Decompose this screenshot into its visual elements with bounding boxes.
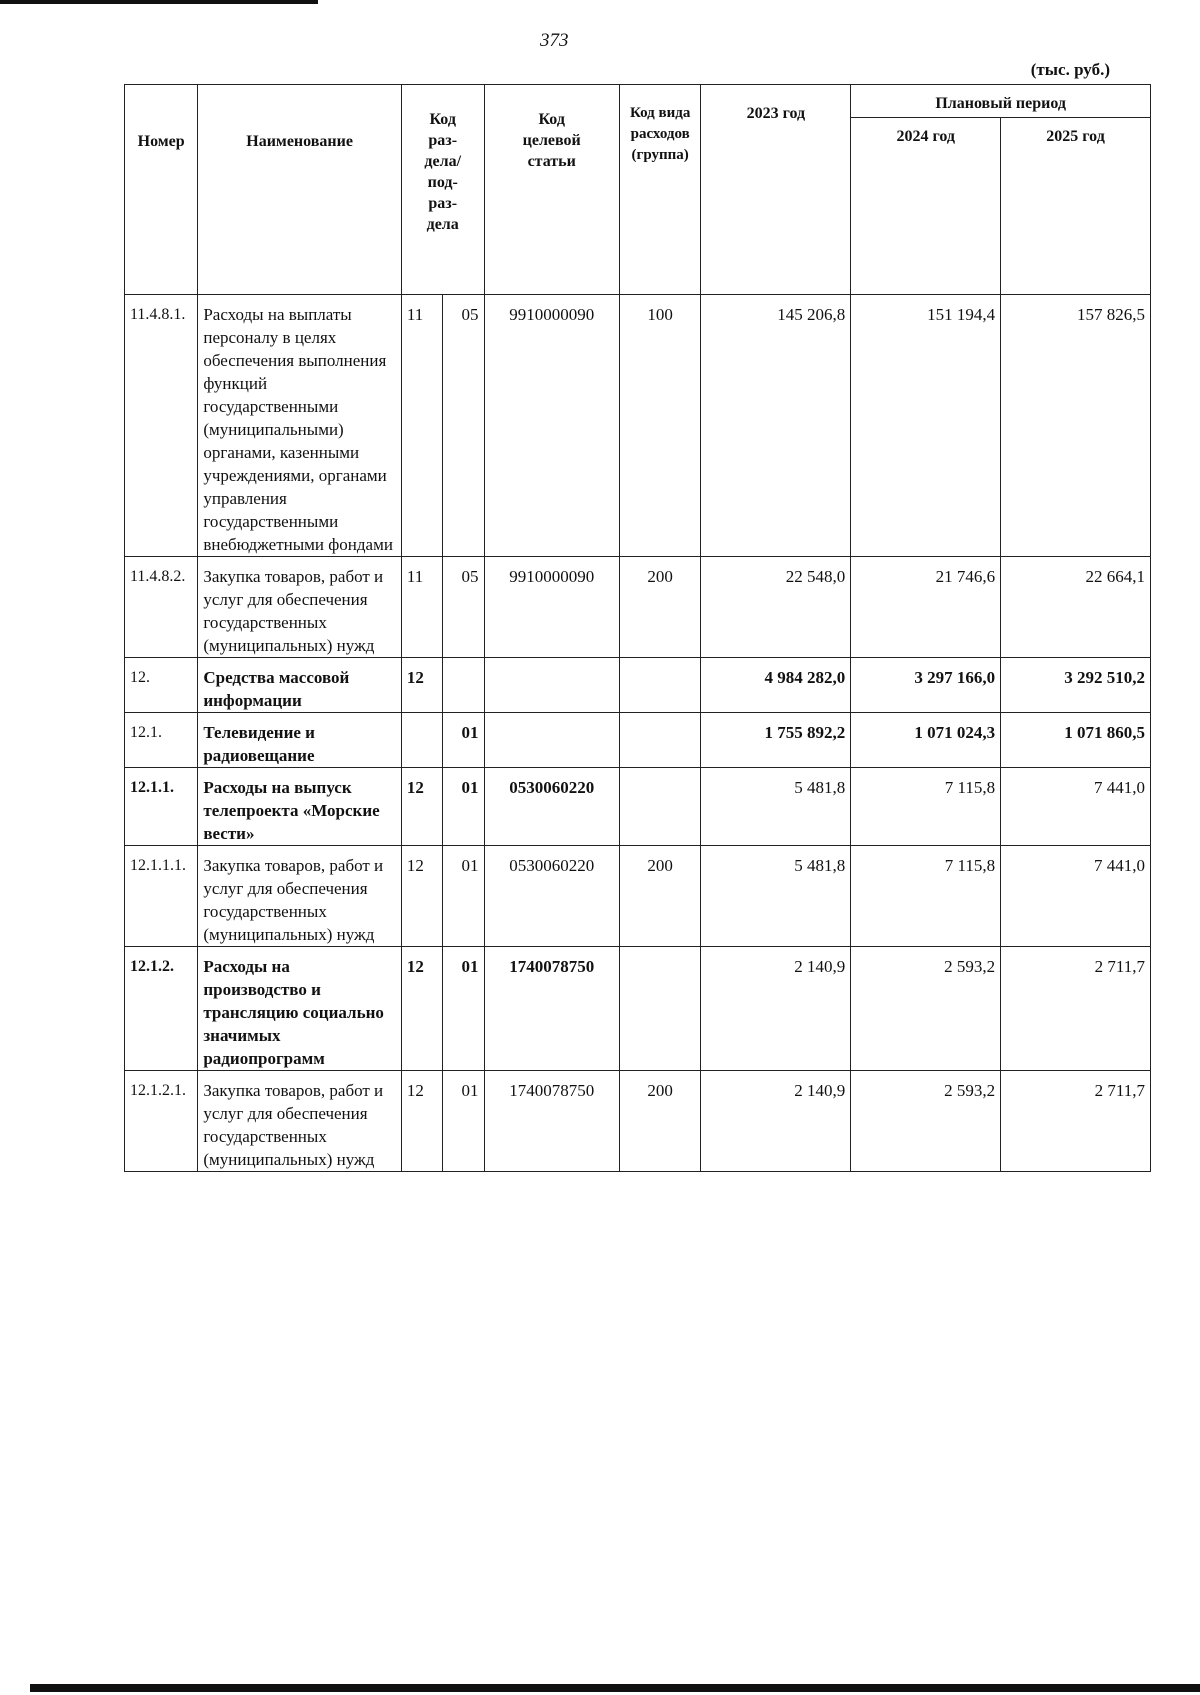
row-amount-2025: 7 441,0 xyxy=(1001,768,1151,846)
header-year-2023: 2023 год xyxy=(701,85,851,295)
row-expense-type xyxy=(619,713,701,768)
budget-table xyxy=(124,84,1151,1172)
header-number: Номер xyxy=(125,85,198,295)
table-row xyxy=(125,1071,1151,1172)
row-podrazdel xyxy=(443,658,484,713)
row-number: 12.1. xyxy=(125,713,198,768)
row-name: Телевидение и радиовещание xyxy=(198,713,402,768)
row-target-code: 1740078750 xyxy=(484,947,619,1071)
top-rule xyxy=(0,0,318,4)
row-number: 12.1.2.1. xyxy=(125,1071,198,1172)
row-amount-2023: 22 548,0 xyxy=(701,557,851,658)
row-podrazdel: 01 xyxy=(443,947,484,1071)
row-amount-2023: 5 481,8 xyxy=(701,846,851,947)
row-amount-2025: 22 664,1 xyxy=(1001,557,1151,658)
row-amount-2023: 5 481,8 xyxy=(701,768,851,846)
header-year-2025: 2025 год xyxy=(1001,118,1151,295)
row-razdel xyxy=(401,713,442,768)
row-razdel: 11 xyxy=(401,295,442,557)
row-number: 11.4.8.2. xyxy=(125,557,198,658)
row-name: Расходы на производство и трансляцию социально значимых радиопрограмм xyxy=(198,947,402,1071)
row-razdel: 11 xyxy=(401,557,442,658)
row-name: Закупка товаров, работ и услуг для обеспечения государственных (муниципальных) нужд xyxy=(198,1071,402,1172)
row-expense-type: 100 xyxy=(619,295,701,557)
row-amount-2024: 2 593,2 xyxy=(851,1071,1001,1172)
header-target-text: Код целевой статьи xyxy=(522,111,581,170)
row-amount-2023: 4 984 282,0 xyxy=(701,658,851,713)
header-plan-period: Плановый период xyxy=(851,85,1151,118)
table-row xyxy=(125,557,1151,658)
row-amount-2025: 2 711,7 xyxy=(1001,1071,1151,1172)
row-amount-2024: 3 297 166,0 xyxy=(851,658,1001,713)
row-name: Закупка товаров, работ и услуг для обеспечения государственных (муниципальных) нужд xyxy=(198,846,402,947)
row-razdel: 12 xyxy=(401,947,442,1071)
row-amount-2025: 2 711,7 xyxy=(1001,947,1151,1071)
row-amount-2025: 157 826,5 xyxy=(1001,295,1151,557)
header-target xyxy=(484,85,619,295)
row-amount-2025: 3 292 510,2 xyxy=(1001,658,1151,713)
header-year-2024: 2024 год xyxy=(851,118,1001,295)
row-amount-2023: 2 140,9 xyxy=(701,1071,851,1172)
row-target-code: 1740078750 xyxy=(484,1071,619,1172)
table-row xyxy=(125,713,1151,768)
units-label: (тыс. руб.) xyxy=(1030,60,1110,79)
row-expense-type: 200 xyxy=(619,846,701,947)
header-name: Наименование xyxy=(198,85,402,295)
table-row xyxy=(125,658,1151,713)
row-amount-2024: 7 115,8 xyxy=(851,768,1001,846)
row-target-code: 0530060220 xyxy=(484,768,619,846)
row-expense-type: 200 xyxy=(619,1071,701,1172)
row-target-code: 9910000090 xyxy=(484,295,619,557)
header-expense-type xyxy=(619,85,701,295)
table-row xyxy=(125,768,1151,846)
row-name: Закупка товаров, работ и услуг для обеспечения государственных (муниципальных) нужд xyxy=(198,557,402,658)
row-number: 12. xyxy=(125,658,198,713)
row-podrazdel: 01 xyxy=(443,713,484,768)
row-number: 12.1.2. xyxy=(125,947,198,1071)
row-name: Средства массовой информации xyxy=(198,658,402,713)
header-section xyxy=(401,85,484,295)
row-amount-2023: 2 140,9 xyxy=(701,947,851,1071)
row-name: Расходы на выпуск телепроекта «Морские вести» xyxy=(198,768,402,846)
row-expense-type xyxy=(619,768,701,846)
row-amount-2023: 145 206,8 xyxy=(701,295,851,557)
row-amount-2024: 151 194,4 xyxy=(851,295,1001,557)
row-podrazdel: 05 xyxy=(443,557,484,658)
row-expense-type xyxy=(619,947,701,1071)
row-amount-2024: 1 071 024,3 xyxy=(851,713,1001,768)
row-number: 12.1.1.1. xyxy=(125,846,198,947)
row-target-code xyxy=(484,713,619,768)
row-podrazdel: 01 xyxy=(443,1071,484,1172)
row-name: Расходы на выплаты персоналу в целях обеспечения выполнения функций государственными (муниципальными) органами, казенными учреждениями, органами управления государственными внебюджетными фондами xyxy=(198,295,402,557)
table-row xyxy=(125,947,1151,1071)
row-podrazdel: 01 xyxy=(443,846,484,947)
row-number: 12.1.1. xyxy=(125,768,198,846)
row-target-code xyxy=(484,658,619,713)
header-section-text: Код раз-дела/ под-раз-дела xyxy=(424,111,462,233)
row-razdel: 12 xyxy=(401,768,442,846)
row-podrazdel: 05 xyxy=(443,295,484,557)
row-razdel: 12 xyxy=(401,658,442,713)
row-amount-2024: 21 746,6 xyxy=(851,557,1001,658)
table-row xyxy=(125,846,1151,947)
row-expense-type: 200 xyxy=(619,557,701,658)
row-razdel: 12 xyxy=(401,1071,442,1172)
row-amount-2024: 2 593,2 xyxy=(851,947,1001,1071)
header-row xyxy=(125,85,1151,118)
header-expense-type-text: Код вида расходов (группа) xyxy=(629,105,691,163)
row-amount-2024: 7 115,8 xyxy=(851,846,1001,947)
row-razdel: 12 xyxy=(401,846,442,947)
row-amount-2023: 1 755 892,2 xyxy=(701,713,851,768)
table-row xyxy=(125,295,1151,557)
row-target-code: 0530060220 xyxy=(484,846,619,947)
row-amount-2025: 1 071 860,5 xyxy=(1001,713,1151,768)
row-number: 11.4.8.1. xyxy=(125,295,198,557)
row-amount-2025: 7 441,0 xyxy=(1001,846,1151,947)
row-expense-type xyxy=(619,658,701,713)
row-podrazdel: 01 xyxy=(443,768,484,846)
page-number: 373 xyxy=(540,30,569,51)
row-target-code: 9910000090 xyxy=(484,557,619,658)
bottom-rule xyxy=(30,1684,1200,1692)
